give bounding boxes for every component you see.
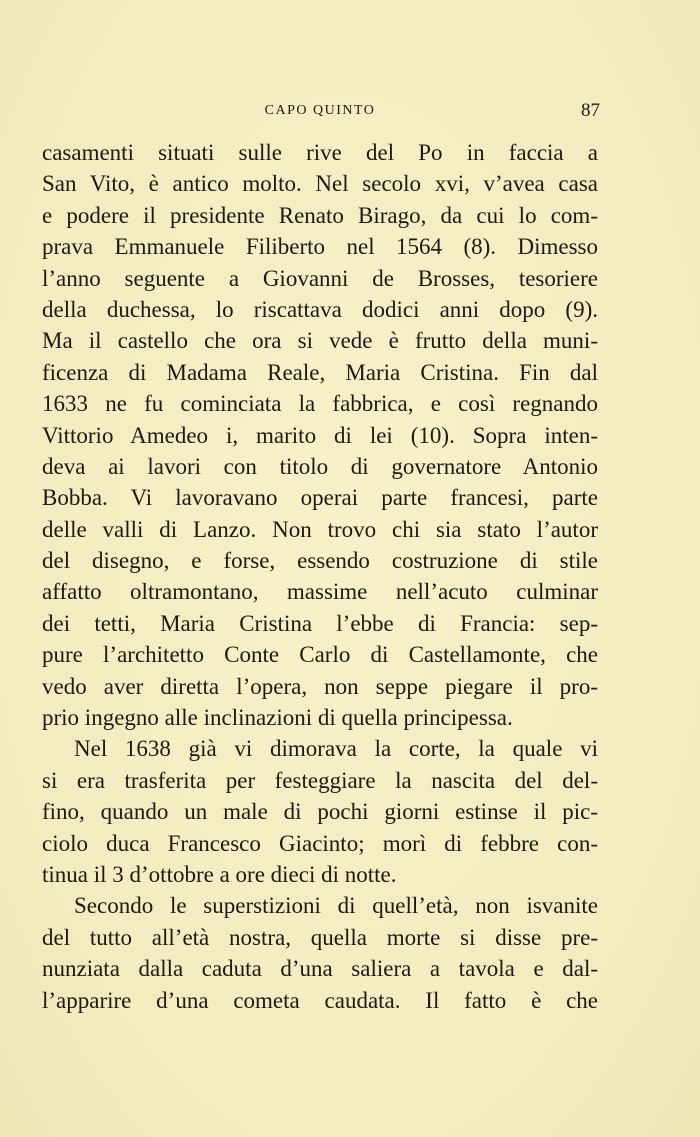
text-line: deva ai lavori con titolo di governatore Antonio [42, 453, 598, 479]
text-line: del disegno, e forse, essendo costruzione di stile [42, 548, 598, 574]
running-head [40, 100, 600, 122]
text-line: della duchessa, lo riscattava dodici anni dopo (9). [42, 296, 598, 322]
paragraph-start-line: Secondo le superstizioni di quell’età, non isvanite [74, 893, 598, 919]
text-line: dei tetti, Maria Cristina l’ebbe di Francia: sep- [42, 610, 598, 636]
text-line: del tutto all’età nostra, quella morte si disse pre- [42, 924, 598, 950]
text-line: l’anno seguente a Giovanni de Brosses, tesoriere [42, 265, 598, 291]
text-line: tinua il 3 d’ottobre a ore dieci di notte. [42, 861, 397, 887]
text-line: affatto oltramontano, massime nell’acuto culminar [42, 579, 598, 605]
paragraph-start-line: Nel 1638 già vi dimorava la corte, la quale vi [74, 736, 598, 762]
text-line: pure l’architetto Conte Carlo di Castellamonte, che [42, 642, 598, 668]
text-line: vedo aver diretta l’opera, non seppe piegare il pro- [42, 673, 598, 699]
text-line: e podere il presidente Renato Birago, da cui lo com- [42, 202, 598, 228]
text-line: si era trasferita per festeggiare la nascita del del- [42, 767, 598, 793]
text-line: San Vito, è antico molto. Nel secolo xvi, v’avea casa [42, 171, 598, 197]
text-line: prava Emmanuele Filiberto nel 1564 (8). Dimesso [42, 234, 598, 260]
text-line: ficenza di Madama Reale, Maria Cristina. Fin dal [42, 359, 598, 385]
text-line: l’apparire d’una cometa caudata. Il fatto è che [42, 987, 598, 1013]
text-line: Bobba. Vi lavoravano operai parte francesi, parte [42, 485, 598, 511]
text-line: Vittorio Amedeo i, marito di lei (10). Sopra inten- [42, 422, 598, 448]
text-line: delle valli di Lanzo. Non trovo chi sia stato l’autor [42, 516, 598, 542]
text-line: prio ingegno alle inclinazioni di quella principessa. [42, 705, 513, 731]
text-line: Ma il castello che ora si vede è frutto della muni- [42, 328, 598, 354]
text-line: 1633 ne fu cominciata la fabbrica, e così regnando [42, 391, 598, 417]
running-title: CAPO QUINTO [264, 103, 376, 118]
text-line: casamenti situati sulle rive del Po in faccia a [42, 140, 598, 165]
page-number: 87 [581, 100, 600, 121]
text-line: ciolo duca Francesco Giacinto; morì di febbre con- [42, 830, 598, 856]
text-line: fino, quando un male di pochi giorni estinse il pic- [42, 799, 598, 825]
text-line: nunziata dalla caduta d’una saliera a tavola e dal- [42, 956, 598, 982]
body-text [42, 137, 598, 1016]
